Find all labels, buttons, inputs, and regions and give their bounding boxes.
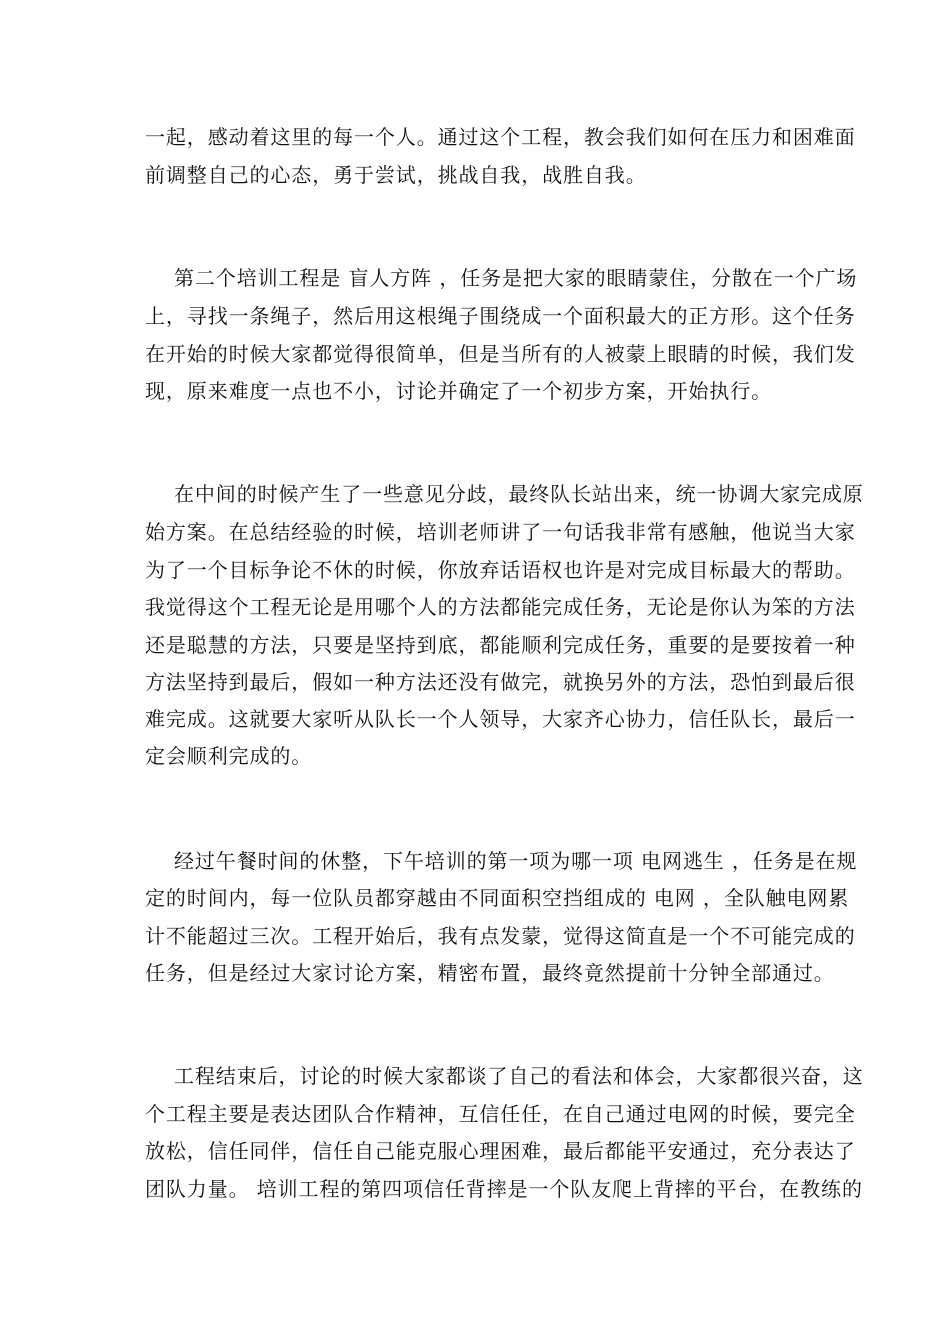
text-line: 为了一个目标争论不休的时候，你放弃话语权也许是对完成目标最大的帮助。 (145, 558, 856, 582)
text-line: 还是聪慧的方法，只要是坚持到底，都能顺利完成任务，重要的是要按着一种 (145, 633, 856, 657)
text-line: 方法坚持到最后，假如一种方法还没有做完，就换另外的方法，恐怕到最后很 (145, 670, 856, 694)
text-line: 前调整自己的心态，勇于尝试，挑战自我，战胜自我。 (145, 163, 647, 187)
text-line: 始方案。在总结经验的时候，培训老师讲了一句话我非常有感触，他说当大家 (145, 520, 856, 544)
text-line: 任务，但是经过大家讨论方案，精密布置，最终竟然提前十分钟全部通过。 (145, 961, 835, 985)
text-line: 现，原来难度一点也不小，讨论并确定了一个初步方案，开始执行。 (145, 379, 772, 403)
text-line: 工程结束后，讨论的时候大家都谈了自己的看法和体会，大家都很兴奋，这 (174, 1064, 864, 1088)
text-line: 放松，信任同伴，信任自己能克服心理困难，最后都能平安通过，充分表达了 (145, 1139, 856, 1163)
text-line: 团队力量。 培训工程的第四项信任背摔是一个队友爬上背摔的平台，在教练的 (145, 1177, 863, 1201)
text-line: 定的时间内，每一位队员都穿越由不同面积空挡组成的 电网 ，全队触电网累 (145, 886, 850, 910)
text-line: 个工程主要是表达团队合作精神，互信任任，在自己通过电网的时候，要完全 (145, 1102, 856, 1126)
text-line: 我觉得这个工程无论是用哪个人的方法都能完成任务，无论是你认为笨的方法 (145, 595, 856, 619)
text-line: 第二个培训工程是 盲人方阵 ，任务是把大家的眼睛蒙住，分散在一个广场 (174, 266, 858, 290)
text-line: 定会顺利完成的。 (145, 744, 313, 768)
text-line: 难完成。这就要大家听从队长一个人领导，大家齐心协力，信任队长，最后一 (145, 707, 856, 731)
text-line: 在开始的时候大家都觉得很简单，但是当所有的人被蒙上眼睛的时候，我们发 (145, 342, 856, 366)
text-line: 上，寻找一条绳子，然后用这根绳子围绕成一个面积最大的正方形。这个任务 (145, 304, 856, 328)
text-line: 经过午餐时间的休整，下午培训的第一项为哪一项 电网逃生 ，任务是在规 (174, 849, 858, 873)
text-line: 计不能超过三次。工程开始后，我有点发蒙，觉得这简直是一个不可能完成的 (145, 924, 856, 948)
text-line: 一起，感动着这里的每一个人。通过这个工程，教会我们如何在压力和困难面 (145, 125, 856, 149)
text-line: 在中间的时候产生了一些意见分歧，最终队长站出来，统一协调大家完成原 (174, 482, 864, 506)
